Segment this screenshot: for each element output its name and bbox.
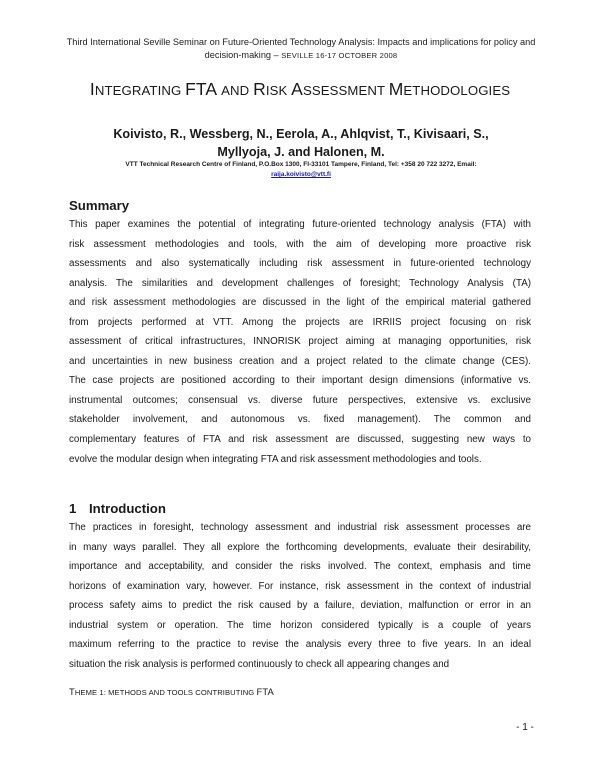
authors-line-2: Myllyoja, J. and Halonen, M.	[217, 145, 385, 159]
text-line: complementary features of FTA and risk assessment are discussed, suggesting new ways to	[69, 434, 531, 446]
text-line: The practices in foresight, technology assessment and industrial risk assessment processes are	[69, 522, 531, 533]
text-line: stakeholder involvement, and autonomous vs. fixed management). The common and	[69, 414, 531, 426]
introduction-paragraph	[69, 518, 531, 674]
text-line: situation the risk analysis is performed continuously to check all appearing changes and	[69, 658, 450, 670]
authors-line-1: Koivisto, R., Wessberg, N., Eerola, A., Ahlqvist, T., Kivisaari, S.,	[113, 127, 489, 141]
text-line: and uncertainties in new business creation and a project related to the climate change (CES).	[69, 355, 531, 367]
text-line: evolve the modular design when integrating FTA and risk assessment methodologies and tools.	[69, 453, 482, 465]
page-number-text: - 1 -	[516, 722, 534, 733]
header-line-2-prefix: decision-making –	[204, 49, 282, 60]
email-link[interactable]: raija.koivisto@vtt.fi	[271, 171, 331, 178]
page-number	[0, 722, 540, 733]
text-line: instrumental outcomes; consensual vs. diverse future perspectives, extensive vs. exclusive	[69, 394, 531, 406]
text-line: assessment of critical infrastructures, INNORISK project aiming at managing opportunities, risk	[69, 336, 531, 348]
header-line-2	[60, 49, 542, 63]
text-line: horizons of examination vary, however. For instance, risk assessment in the context of industrial	[69, 580, 531, 592]
title-part: FTA	[185, 79, 222, 99]
affiliation-line: VTT Technical Research Centre of Finland, P.O.Box 1300, FI-33101 Tampere, Finland, Tel: +358 20 722 3272, Email:	[125, 161, 477, 168]
title-part: R	[253, 79, 266, 99]
section-number: 1	[69, 501, 77, 516]
title-part: SSESSMENT	[302, 83, 389, 98]
introduction-heading	[69, 501, 166, 516]
text-line: analysis. The similarities and development challenges of foresight; Technology Analysis (TA)	[69, 277, 531, 289]
running-header	[60, 36, 542, 62]
text-line: industrial system or operation. The time horizon considered typically is a couple of years	[69, 619, 531, 631]
footer-theme-suffix: FTA	[256, 686, 274, 697]
text-line: This paper examines the potential of integrating future-oriented technology analysis (FTA) with	[69, 219, 531, 230]
header-line-1: Third International Seville Seminar on Future-Oriented Technology Analysis: Impacts and implications for policy and	[66, 37, 536, 47]
text-line: assessments and also systematically including risk assessment in future-oriented technology	[69, 258, 531, 270]
title-part: ETHODOLOGIES	[403, 83, 511, 98]
text-line: importance and acceptability, and consider the risks involved. The context, emphasis and time	[69, 561, 531, 573]
text-line: process safety aims to predict the risk caused by a failure, deviation, malfunction or error in an	[69, 600, 531, 612]
paper-title	[50, 79, 550, 100]
footer-theme-text: HEME 1: METHODS AND TOOLS CONTRIBUTING	[74, 688, 257, 697]
footer-theme	[69, 686, 274, 697]
summary-heading: Summary	[69, 198, 130, 213]
title-part: M	[388, 79, 404, 99]
text-line: and risk assessment methodologies are discussed in the light of the empirical material gathered	[69, 297, 531, 309]
footer-theme-initial: T	[69, 686, 75, 697]
title-part: NTEGRATING	[94, 83, 186, 98]
summary-paragraph	[69, 215, 531, 469]
text-line: maximum referring to the practice to revise the analysis every three to five years. In an ideal	[69, 639, 531, 651]
section-title: Introduction	[89, 501, 166, 516]
author-list	[60, 125, 542, 161]
affiliation	[60, 160, 542, 180]
title-part: A	[291, 79, 303, 99]
text-line: risk assessment methodologies and tools, with the aim of developing more proactive risk	[69, 238, 531, 250]
title-part: ISK	[265, 83, 292, 98]
text-line: from projects performed at VTT. Among the projects are IRRIIS project focusing on risk	[69, 316, 531, 328]
title-part: I	[89, 79, 95, 99]
text-line: in many ways parallel. They all explore the forthcoming developments, evaluate their desirability,	[69, 541, 531, 553]
text-line: The case projects are positioned according to their important design dimensions (informative vs.	[69, 375, 531, 387]
header-line-2-venue: SEVILLE 16-17 OCTOBER 2008	[281, 50, 398, 60]
title-part: AND	[221, 83, 254, 98]
